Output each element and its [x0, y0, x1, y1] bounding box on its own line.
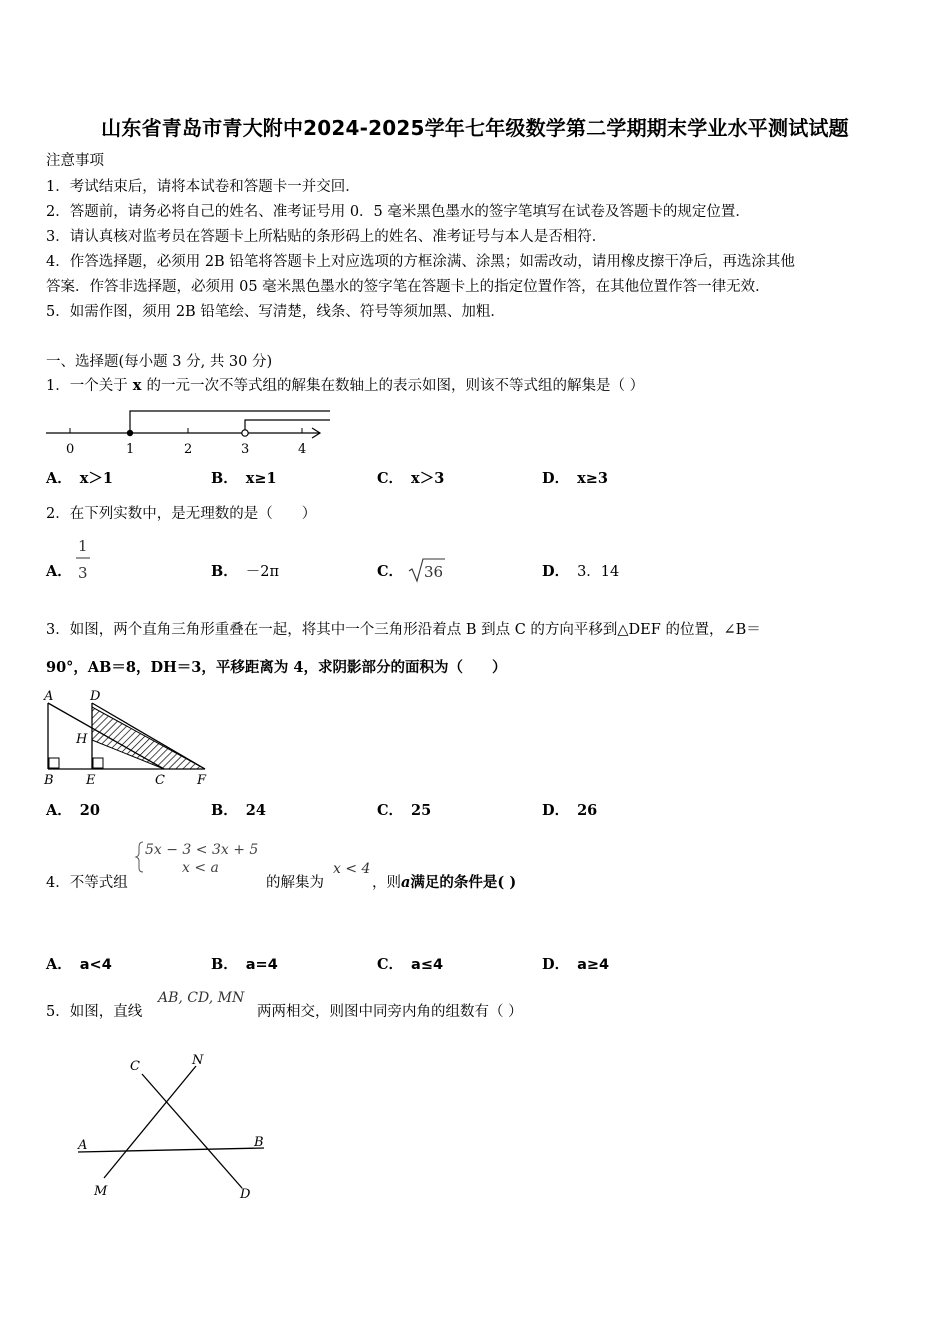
q5-label-c: C	[130, 1059, 140, 1074]
q4-system	[135, 838, 270, 880]
q1-tick-3: 3	[241, 442, 250, 457]
q3-label-c: C	[155, 773, 165, 788]
q3-option-b[interactable]: B． 24	[211, 802, 266, 819]
notice-heading: 注意事项	[46, 153, 104, 169]
notice-item-1: 1．考试结束后，请将本试卷和答题卡一并交回．	[46, 179, 360, 195]
q3-figure	[40, 685, 215, 790]
section-heading: 一、选择题(每小题 3 分, 共 30 分)	[46, 354, 273, 370]
q3-option-a[interactable]: A． 20	[46, 802, 100, 819]
q1-stem-var: x	[127, 377, 147, 394]
q4-option-a[interactable]: A． a<4	[46, 956, 112, 973]
q1-option-a[interactable]: A． x＞1	[46, 470, 113, 487]
q5-lines-math: AB, CD, MN	[158, 990, 245, 1006]
q4-stem-pre: 4．不等式组	[46, 875, 128, 891]
q3-label-d: D	[90, 689, 101, 704]
q1-tick-2: 2	[184, 442, 193, 457]
notice-item-3: 3．请认真核对监考员在答题卡上所粘贴的条形码上的姓名、准考证号与本人是否相符．	[46, 229, 607, 245]
q4-option-d[interactable]: D． a≥4	[542, 956, 610, 973]
q5-figure	[70, 1048, 275, 1208]
notice-item-4: 4．作答选择题，必须用 2B 铅笔将答题卡上对应选项的方框涂满、涂黑；如需改动，请用橡皮擦干净后，再选涂其他	[46, 254, 795, 270]
q1-option-b[interactable]: B． x≥1	[211, 470, 277, 487]
q4-solution: x < 4	[333, 861, 371, 877]
q5-label-d: D	[240, 1187, 251, 1202]
q2-option-c[interactable]: C．	[377, 563, 404, 580]
notice-item-5: 5．如需作图，须用 2B 铅笔绘、写清楚，线条、符号等须加黑、加粗．	[46, 304, 505, 320]
q4-sys-line2: x < a	[182, 860, 219, 876]
q2-frac-den: 3	[78, 564, 88, 582]
q2-sqrt	[407, 556, 447, 584]
q5-stem-post: 两两相交，则图中同旁内角的组数有（ ）	[257, 1004, 523, 1020]
q3-option-c[interactable]: C． 25	[377, 802, 432, 819]
q5-label-m: M	[94, 1184, 108, 1199]
q2-sqrt-arg: 36	[424, 563, 444, 581]
q4-option-c[interactable]: C． a≤4	[377, 956, 444, 973]
q2-stem: 2．在下列实数中，是无理数的是（ ）	[46, 506, 317, 522]
q4-stem-post: ，则a满足的条件是( )	[372, 874, 517, 891]
q1-stem	[46, 376, 644, 396]
q2-fraction	[74, 535, 94, 583]
q1-stem-pre: 1．一个关于	[46, 378, 128, 394]
q5-label-a: A	[78, 1138, 88, 1153]
q3-stem-2: 90°，AB＝8，DH＝3，平移距离为 4，求阴影部分的面积为（ ）	[46, 659, 507, 676]
page-title: 山东省青岛市青大附中2024-2025学年七年级数学第二学期期末学业水平测试试题	[101, 116, 849, 140]
q3-label-f: F	[197, 773, 207, 788]
q4-sys-line1: 5x − 3 < 3x + 5	[145, 842, 259, 858]
q1-stem-post: 的一元一次不等式组的解集在数轴上的表示如图，则该不等式组的解集是（ ）	[146, 378, 645, 394]
q2-option-b[interactable]: B． －2π	[211, 563, 280, 580]
q5-label-n: N	[192, 1053, 204, 1068]
q1-number-line	[40, 405, 330, 460]
q1-tick-4: 4	[298, 442, 307, 457]
q4-option-b[interactable]: B． a=4	[211, 956, 278, 973]
q5-stem-pre: 5．如图，直线	[46, 1004, 143, 1020]
q3-label-a: A	[44, 689, 54, 704]
q2-option-d[interactable]: D． 3．14	[542, 563, 620, 580]
q1-tick-0: 0	[66, 442, 75, 457]
q3-stem-1: 3．如图，两个直角三角形重叠在一起，将其中一个三角形沿着点 B 到点 C 的方向平移到△DEF 的位置，∠B＝	[46, 622, 761, 638]
q1-option-d[interactable]: D． x≥3	[542, 470, 608, 487]
q3-label-e: E	[86, 773, 96, 788]
q3-option-d[interactable]: D． 26	[542, 802, 598, 819]
q5-label-b: B	[254, 1135, 264, 1150]
q1-tick-1: 1	[126, 442, 135, 457]
notice-item-4-cont: 答案．作答非选择题，必须用 05 毫米黑色墨水的签字笔在答题卡上的指定位置作答，在其他位置作答一律无效．	[46, 279, 770, 295]
q2-frac-num: 1	[78, 537, 88, 555]
q4-stem-mid: 的解集为	[266, 875, 324, 891]
notice-item-2: 2．答题前，请务必将自己的姓名、准考证号用 0．5 毫米黑色墨水的签字笔填写在试卷及答题卡的规定位置．	[46, 204, 750, 220]
q2-option-a[interactable]: A．	[46, 563, 72, 580]
q1-option-c[interactable]: C． x＞3	[377, 470, 445, 487]
q3-label-h: H	[76, 732, 88, 747]
q3-label-b: B	[44, 773, 54, 788]
